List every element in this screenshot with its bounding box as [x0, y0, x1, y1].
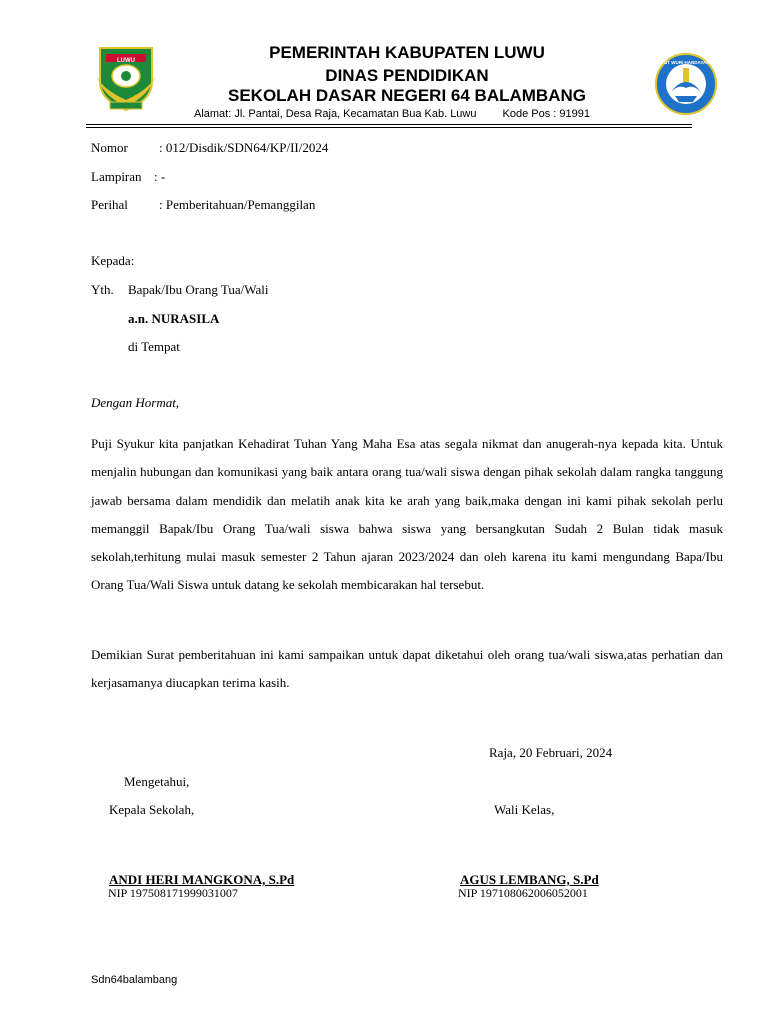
header-address-row	[194, 108, 590, 120]
left-logo-text: LUWU	[117, 58, 135, 64]
right-logo-text: TUT WURI HANDAYANI	[661, 60, 711, 65]
header-divider-thin	[86, 127, 692, 128]
principal-name: ANDI HERI MANGKONA, S.Pd	[109, 872, 295, 887]
lampiran-value: : -	[154, 169, 166, 184]
letter-date: Raja, 20 Februari, 2024	[489, 745, 613, 760]
nomor-value: : 012/Disdik/SDN64/KP/II/2024	[159, 140, 329, 155]
homeroom-teacher-nip: NIP 197108062006052001	[458, 886, 588, 900]
principal-title: Kepala Sekolah,	[109, 802, 195, 817]
header-divider-thick	[86, 124, 692, 125]
recipient-place: di Tempat	[128, 339, 180, 354]
header-line-department: DINAS PENDIDIKAN	[325, 66, 489, 85]
nomor-label: Nomor	[91, 140, 128, 155]
greeting: Dengan Hormat,	[91, 395, 180, 410]
footer-text: Sdn64balambang	[91, 974, 178, 986]
mengetahui-label: Mengetahui,	[124, 774, 190, 789]
recipient-to: Bapak/Ibu Orang Tua/Wali	[128, 282, 269, 297]
homeroom-teacher-name: AGUS LEMBANG, S.Pd	[460, 872, 599, 887]
principal-nip: NIP 197508171999031007	[108, 886, 238, 900]
lampiran-label: Lampiran	[91, 169, 142, 184]
body-paragraph-2: Demikian Surat pemberitahuan ini kami sampaikan untuk dapat diketahui oleh orang tua/wali siswa,atas perhatian dan kerjasamanya diucapkan terima kasih.	[91, 647, 723, 691]
header-line-school: SEKOLAH DASAR NEGERI 64 BALAMBANG	[228, 86, 586, 105]
header-postcode: Kode Pos : 91991	[502, 108, 590, 120]
kepada-label: Kepada:	[91, 253, 135, 268]
header-line-government: PEMERINTAH KABUPATEN LUWU	[269, 43, 545, 62]
recipient-name: a.n. NURASILA	[128, 311, 220, 326]
homeroom-title: Wali Kelas,	[494, 802, 555, 817]
perihal-value: : Pemberitahuan/Pemanggilan	[159, 197, 316, 212]
yth-label: Yth.	[91, 282, 114, 297]
body-paragraph-1: Puji Syukur kita panjatkan Kehadirat Tuhan Yang Maha Esa atas segala nikmat dan anugerah-nya kepada kita. Untuk menjalin hubungan dan komunikasi yang baik antara orang tua/wali siswa dengan pihak sekolah dalam rangka tanggung jawab bersama dalam mendidik dan melatih anak kita ke arah yang baik,maka dengan ini kami pihak sekolah perlu memanggil Bapak/Ibu Orang Tua/wali siswa bahwa siswa yang bersangkutan Sudah 2 Bulan tidak masuk sekolah,terhitung mulai masuk semester 2 Tahun ajaran 2023/2024 dan oleh karena itu kami mengundang Bapa/Ibu Orang Tua/Wali Siswa untuk datang ke sekolah membicarakan hal tersebut.	[91, 436, 723, 593]
header-address: Alamat: Jl. Pantai, Desa Raja, Kecamatan Bua Kab. Luwu	[194, 108, 477, 120]
perihal-label: Perihal	[91, 197, 128, 212]
